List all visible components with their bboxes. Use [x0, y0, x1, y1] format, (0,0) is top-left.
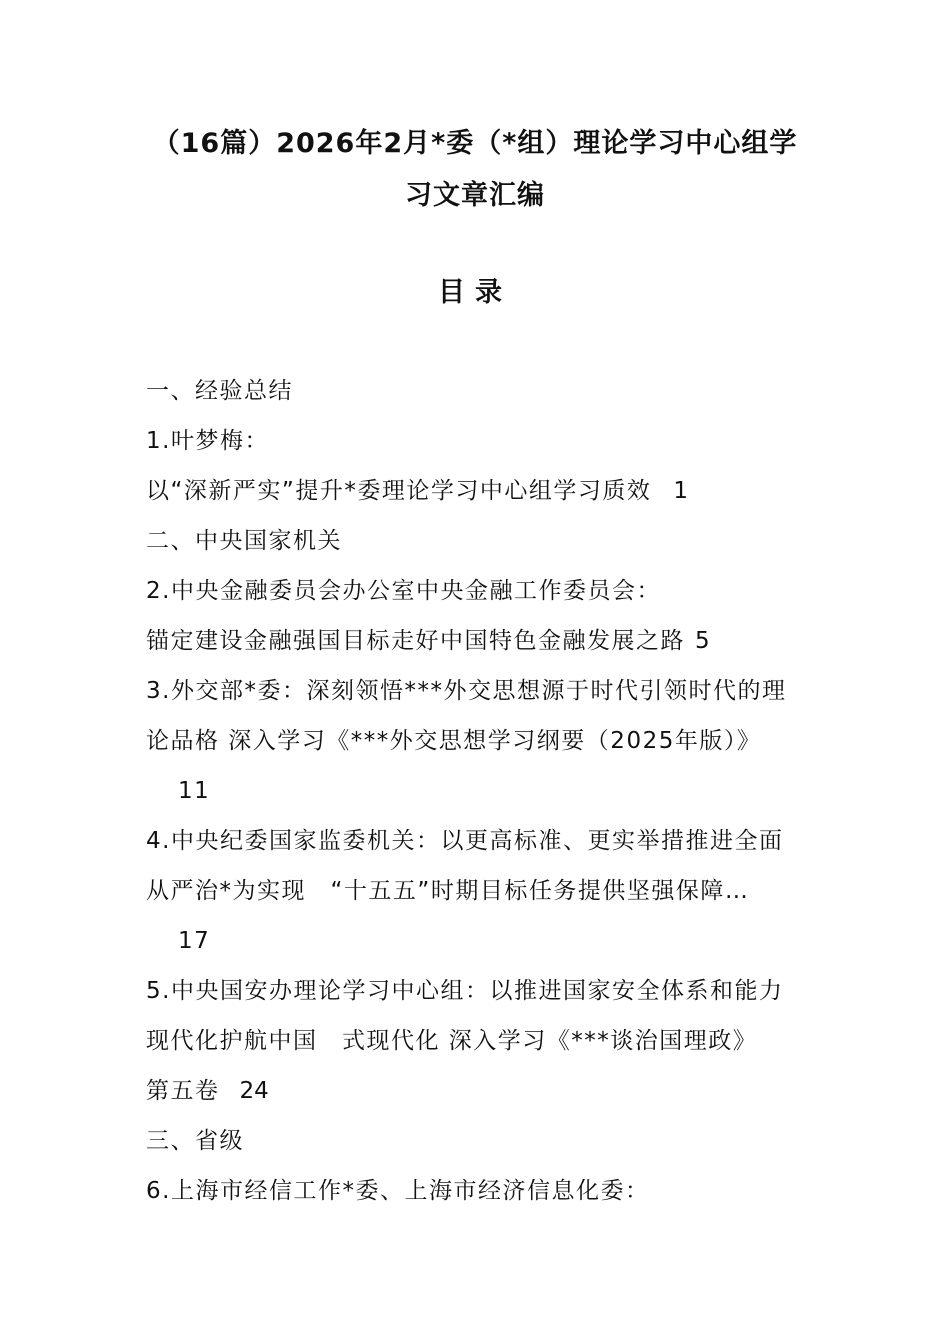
- toc-item-1-title: 1.叶梦梅：: [146, 428, 269, 454]
- toc-item-4-page: 17: [178, 928, 211, 954]
- toc-item-5-volume: 第五卷: [146, 1078, 220, 1104]
- document-title-line-1: （16篇）2026年2月*委（*组）理论学习中心组学: [152, 128, 798, 159]
- document-title-line-2: 习文章汇编: [405, 180, 545, 211]
- toc-item-2-subtitle: 锚定建设金融强国目标走好中国特色金融发展之路: [146, 628, 685, 654]
- toc-item-2-title: 2.中央金融委员会办公室中央金融工作委员会：: [146, 578, 661, 604]
- toc-item-1-page: 1: [673, 478, 688, 504]
- toc-item-5-line-1: 5.中央国安办理论学习中心组：以推进国家安全体系和能力: [146, 978, 784, 1004]
- toc-section-2: 二、中央国家机关: [146, 528, 342, 554]
- table-of-contents: [146, 370, 810, 1220]
- toc-item-1-subtitle: 以“深新严实”提升*委理论学习中心组学习质效: [146, 478, 652, 504]
- toc-section-1: 一、经验总结: [146, 378, 293, 404]
- toc-item-5-line-2: 现代化护航中国 式现代化 深入学习《***谈治国理政》: [146, 1028, 758, 1054]
- toc-item-2-page: 5: [695, 628, 710, 654]
- toc-item-6-title: 6.上海市经信工作*委、上海市经济信息化委：: [146, 1178, 650, 1204]
- toc-item-5-line-3: [146, 1070, 810, 1120]
- toc-item-2-entry: [146, 620, 810, 670]
- toc-section-3: 三、省级: [146, 1128, 244, 1154]
- toc-item-3-line-1: 3.外交部*委：深刻领悟***外交思想源于时代引领时代的理: [146, 678, 787, 704]
- document-title: [130, 118, 820, 222]
- toc-item-4-line-1: 4.中央纪委国家监委机关：以更高标准、更实举措推进全面: [146, 828, 784, 854]
- toc-item-1-entry: [146, 470, 810, 520]
- toc-heading: 目录: [438, 277, 512, 308]
- toc-item-3-line-2: 论品格 深入学习《***外交思想学习纲要（2025年版）》: [146, 728, 762, 754]
- toc-item-3-page: 11: [178, 778, 211, 804]
- toc-item-4-line-2: 从严治*为实现 “十五五”时期目标任务提供坚强保障…: [146, 878, 750, 904]
- toc-item-5-page: 24: [239, 1078, 269, 1104]
